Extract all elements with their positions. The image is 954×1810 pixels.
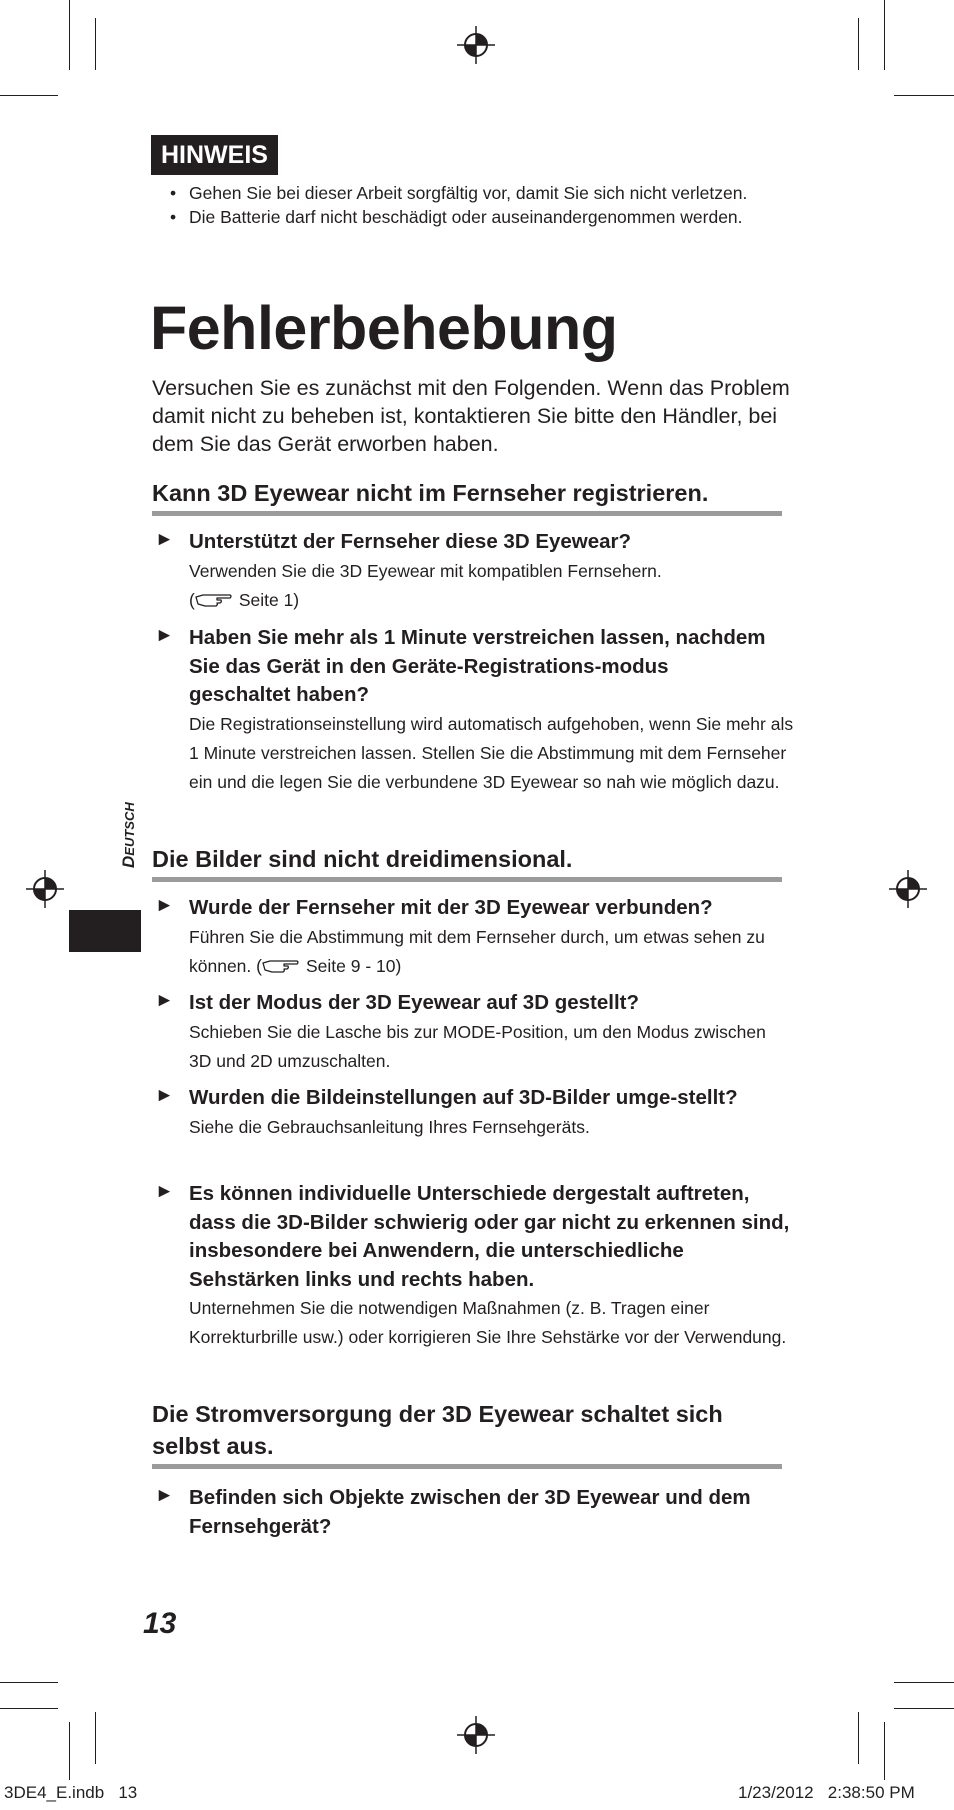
- notice-list: [170, 181, 770, 229]
- language-tab-marker: [69, 910, 141, 952]
- page-title: Fehlerbehebung: [150, 294, 618, 362]
- notice-item: • Gehen Sie bei dieser Arbeit sorgfältig vor, damit Sie sich nicht verletzen.: [170, 181, 770, 205]
- section-rule: [152, 877, 782, 882]
- arrow-right-icon: ►: [155, 895, 174, 916]
- registration-mark-icon: [457, 26, 495, 64]
- crop-mark: [0, 1708, 58, 1709]
- arrow-right-icon: ►: [155, 1485, 174, 1506]
- crop-mark: [69, 1722, 70, 1780]
- crop-mark: [884, 0, 885, 70]
- pointing-hand-icon: [195, 593, 233, 607]
- faq-question: Befinden sich Objekte zwischen der 3D Eyewear und dem Fernsehgerät?: [189, 1486, 751, 1538]
- faq-answer-text: Verwenden Sie die 3D Eyewear mit kompatiblen Fernsehern.: [189, 560, 662, 581]
- section-heading: Die Stromversorgung der 3D Eyewear schaltet sich selbst aus.: [152, 1401, 723, 1459]
- intro-paragraph: Versuchen Sie es zunächst mit den Folgenden. Wenn das Problem damit nicht zu beheben ist, kontaktieren Sie bitte den Händler, bei dem Sie das Gerät erworben haben.: [152, 376, 790, 456]
- crop-mark: [95, 18, 96, 70]
- arrow-right-icon: ►: [155, 625, 174, 646]
- faq-item: [155, 528, 795, 615]
- section-heading: Kann 3D Eyewear nicht im Fernseher registrieren.: [152, 480, 709, 506]
- faq-item: [155, 1484, 795, 1541]
- crop-mark: [95, 1712, 96, 1764]
- faq-answer: [189, 923, 795, 981]
- section-rule: [152, 511, 782, 516]
- ref-open: (: [189, 589, 195, 610]
- faq-answer: Siehe die Gebrauchsanleitung Ihres Fernsehgeräts.: [189, 1116, 590, 1137]
- faq-item: [155, 1084, 795, 1142]
- crop-mark: [884, 1722, 885, 1780]
- faq-question: Unterstützt der Fernseher diese 3D Eyewear?: [189, 530, 632, 553]
- section-heading: Die Bilder sind nicht dreidimensional.: [152, 846, 573, 872]
- faq-question: Haben Sie mehr als 1 Minute verstreichen lassen, nachdem Sie das Gerät in den Geräte-Registrations-modus geschaltet haben?: [189, 626, 766, 706]
- faq-answer: [189, 557, 795, 615]
- faq-item: [155, 624, 795, 797]
- notice-item: • Die Batterie darf nicht beschädigt oder auseinandergenommen werden.: [170, 205, 770, 229]
- page-number: 13: [143, 1607, 177, 1640]
- page-ref: Seite 1): [238, 589, 300, 610]
- pointing-hand-icon: [262, 959, 300, 973]
- registration-mark-icon: [889, 870, 927, 908]
- faq-item: [155, 989, 795, 1076]
- crop-mark: [0, 95, 58, 96]
- arrow-right-icon: ►: [155, 1181, 174, 1202]
- arrow-right-icon: ►: [155, 1085, 174, 1106]
- notice-label: HINWEIS: [151, 135, 278, 175]
- faq-answer: Unternehmen Sie die notwendigen Maßnahmen (z. B. Tragen einer Korrekturbrille usw.) oder korrigieren Sie Ihre Sehstärke vor der Verwendung.: [189, 1298, 787, 1347]
- faq-answer-text: Führen Sie die Abstimmung mit dem Fernseher durch, um etwas sehen zu können. (: [189, 926, 765, 976]
- crop-mark: [858, 18, 859, 70]
- faq-question: Es können individuelle Unterschiede dergestalt auftreten, dass die 3D-Bilder schwierig oder gar nicht zu erkennen sind, insbesondere bei Anwendern, die unterschiedliche Sehstärken links und rechts haben.: [189, 1182, 790, 1291]
- page-ref: Seite 9 - 10): [305, 955, 402, 976]
- footer-timestamp: 1/23/2012 2:38:50 PM: [738, 1783, 915, 1802]
- crop-mark: [894, 1682, 954, 1683]
- registration-mark-icon: [26, 870, 64, 908]
- faq-question: Ist der Modus der 3D Eyewear auf 3D gestellt?: [189, 991, 639, 1014]
- faq-question: Wurde der Fernseher mit der 3D Eyewear verbunden?: [189, 896, 713, 919]
- crop-mark: [894, 1708, 954, 1709]
- crop-mark: [894, 95, 954, 96]
- crop-mark: [0, 1682, 58, 1683]
- language-tab-label: DEUTSCH: [119, 802, 138, 868]
- faq-item: [155, 894, 795, 981]
- crop-mark: [858, 1712, 859, 1764]
- faq-answer: Die Registrationseinstellung wird automatisch aufgehoben, wenn Sie mehr als 1 Minute verstreichen lassen. Stellen Sie die Abstimmung mit dem Fernseher ein und die legen Sie die verbundene 3D Eyewear so nah wie möglich dazu.: [189, 713, 794, 792]
- crop-mark: [69, 0, 70, 70]
- arrow-right-icon: ►: [155, 990, 174, 1011]
- arrow-right-icon: ►: [155, 529, 174, 550]
- faq-item: [155, 1180, 795, 1352]
- section-rule: [152, 1464, 782, 1469]
- registration-mark-icon: [457, 1716, 495, 1754]
- footer-file: 3DE4_E.indb 13: [4, 1783, 138, 1802]
- faq-question: Wurden die Bildeinstellungen auf 3D-Bilder umge-stellt?: [189, 1086, 738, 1109]
- faq-answer: Schieben Sie die Lasche bis zur MODE-Position, um den Modus zwischen 3D und 2D umzuschalten.: [189, 1021, 766, 1071]
